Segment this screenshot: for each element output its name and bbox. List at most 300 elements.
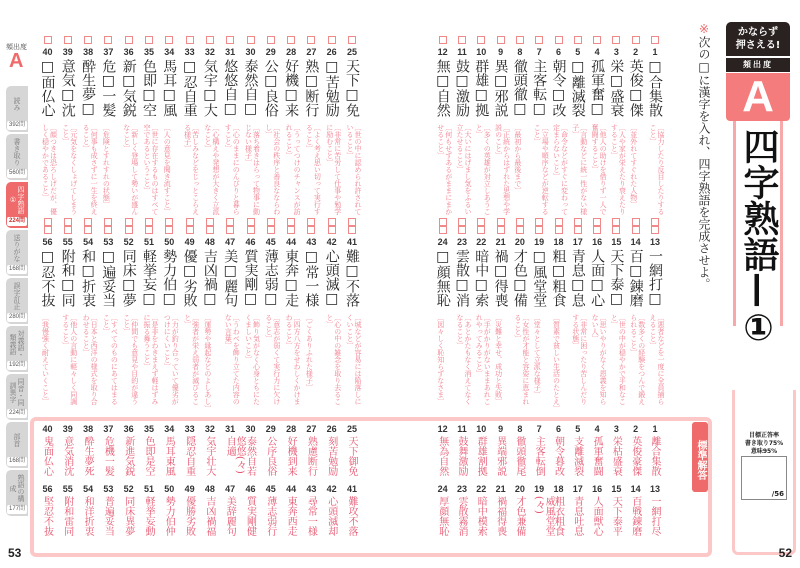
answer-text: 酔生夢死 bbox=[82, 436, 94, 476]
question-item bbox=[261, 36, 281, 221]
question-text: □風堂堂 bbox=[531, 249, 548, 307]
answer-text: 鼓舞激励 bbox=[456, 436, 467, 476]
question-item bbox=[38, 226, 58, 411]
sidebar-tab[interactable] bbox=[6, 374, 28, 420]
question-checkbox[interactable] bbox=[165, 226, 173, 234]
answer-text: 青息吐息 bbox=[571, 496, 583, 536]
question-number: 36 bbox=[123, 47, 134, 57]
question-hint: 〔あとかたもなく消えてなくなること〕 bbox=[456, 314, 472, 405]
answer-text: 威風堂堂(々) bbox=[533, 496, 555, 536]
question-text: 一網打□ bbox=[647, 249, 663, 307]
question-checkbox[interactable] bbox=[574, 36, 582, 44]
question-checkbox-bottom[interactable] bbox=[535, 218, 543, 226]
question-checkbox[interactable] bbox=[226, 36, 234, 44]
page-title-part: ① bbox=[738, 308, 779, 349]
question-checkbox-bottom[interactable] bbox=[348, 218, 356, 226]
question-item bbox=[342, 36, 362, 221]
sidebar-tab-label: 誤字訂正 bbox=[13, 282, 21, 310]
question-checkbox[interactable] bbox=[651, 36, 659, 44]
answer-number: 45 bbox=[265, 484, 276, 494]
question-hint: 〔言動などに統一性がない様子〕 bbox=[571, 124, 588, 215]
answer-text: 薄志弱行 bbox=[264, 496, 276, 536]
question-checkbox[interactable] bbox=[458, 36, 466, 44]
question-item bbox=[159, 226, 179, 411]
instruction bbox=[696, 22, 712, 290]
question-checkbox-bottom[interactable] bbox=[516, 218, 524, 226]
question-number: 16 bbox=[592, 237, 603, 247]
question-checkbox[interactable] bbox=[44, 226, 52, 234]
question-checkbox[interactable] bbox=[348, 36, 356, 44]
question-number: 18 bbox=[553, 237, 564, 247]
answer-text: 和洋折衷 bbox=[82, 496, 94, 536]
answer-number: 2 bbox=[633, 424, 639, 434]
sidebar-frequency-label: 頻出度 bbox=[6, 43, 27, 51]
sidebar-tab[interactable] bbox=[6, 470, 28, 516]
question-checkbox[interactable] bbox=[64, 226, 72, 234]
question-checkbox[interactable] bbox=[632, 226, 640, 234]
question-checkbox[interactable] bbox=[186, 226, 194, 234]
question-item bbox=[529, 226, 549, 411]
question-checkbox[interactable] bbox=[612, 226, 620, 234]
question-checkbox-bottom[interactable] bbox=[165, 218, 173, 226]
answer-text: 泰然自若 bbox=[244, 436, 256, 476]
question-text: □面仏心 bbox=[39, 59, 56, 117]
answer-number: 54 bbox=[83, 484, 94, 494]
question-text: 暗中□索 bbox=[473, 249, 490, 307]
question-checkbox[interactable] bbox=[574, 226, 582, 234]
question-hint: 〔落ち着きはらって物事に動じない様子〕 bbox=[244, 124, 261, 215]
answer-number: 15 bbox=[611, 484, 622, 494]
question-hint: 〔大いにはげまし気をふるい立たせること〕 bbox=[456, 124, 472, 215]
question-hint: 〔悪者などを一度に全員捕らえること〕 bbox=[649, 314, 665, 405]
sidebar-tab[interactable] bbox=[6, 230, 28, 276]
page-number-left: 53 bbox=[8, 546, 22, 560]
answer-text: 無為自然 bbox=[436, 436, 448, 476]
question-number: 48 bbox=[204, 237, 215, 247]
question-checkbox[interactable] bbox=[145, 226, 153, 234]
question-hint: 〔人や家が栄えたり衰えたりすること〕 bbox=[610, 124, 627, 215]
question-checkbox[interactable] bbox=[287, 226, 295, 234]
answer-number: 27 bbox=[306, 424, 317, 434]
answer-number: 49 bbox=[184, 484, 195, 494]
question-checkbox-bottom[interactable] bbox=[574, 218, 582, 226]
sidebar-tab[interactable] bbox=[6, 86, 28, 132]
question-text: 禍□得喪 bbox=[492, 249, 509, 307]
question-checkbox-bottom[interactable] bbox=[307, 218, 315, 226]
answer-number: 37 bbox=[103, 424, 114, 434]
question-checkbox[interactable] bbox=[632, 36, 640, 44]
question-number: 53 bbox=[103, 237, 114, 247]
question-number: 7 bbox=[536, 47, 542, 57]
answer-number: 36 bbox=[123, 424, 134, 434]
question-number: 39 bbox=[62, 47, 73, 57]
sidebar-tab[interactable] bbox=[6, 326, 28, 372]
answer-text: 質実剛健 bbox=[244, 496, 256, 536]
answer-text: 禍福得喪 bbox=[494, 496, 506, 536]
question-checkbox-bottom[interactable] bbox=[651, 218, 659, 226]
question-text: 質実剛□ bbox=[242, 249, 259, 307]
question-checkbox-bottom[interactable] bbox=[84, 218, 92, 226]
question-item bbox=[606, 36, 626, 221]
question-item bbox=[510, 36, 530, 221]
question-number: 34 bbox=[164, 47, 175, 57]
question-item bbox=[281, 226, 301, 411]
question-checkbox-bottom[interactable] bbox=[247, 218, 255, 226]
answer-text: 人面獣心 bbox=[591, 496, 603, 536]
question-checkbox[interactable] bbox=[125, 36, 133, 44]
question-item bbox=[549, 226, 569, 411]
question-checkbox-bottom[interactable] bbox=[632, 218, 640, 226]
question-text: 酔生夢□ bbox=[80, 59, 97, 117]
answer-text: 普遍妥当 bbox=[102, 496, 114, 536]
question-checkbox-bottom[interactable] bbox=[104, 218, 112, 226]
answer-text: 心頭滅却 bbox=[325, 496, 337, 536]
answer-number: 25 bbox=[346, 424, 357, 434]
question-checkbox-bottom[interactable] bbox=[477, 218, 485, 226]
question-text: 孤軍奮□ bbox=[589, 59, 606, 117]
question-checkbox-bottom[interactable] bbox=[206, 218, 214, 226]
question-text: 英俊□傑 bbox=[627, 59, 644, 117]
question-number: 31 bbox=[225, 47, 236, 57]
question-checkbox-bottom[interactable] bbox=[612, 218, 620, 226]
sidebar-tab-count: 168問 bbox=[8, 266, 25, 272]
page-number-right: 52 bbox=[778, 546, 792, 560]
question-checkbox-bottom[interactable] bbox=[64, 218, 72, 226]
question-item bbox=[491, 36, 511, 221]
question-checkbox-bottom[interactable] bbox=[145, 218, 153, 226]
question-hint: 〔非常に困ったり苦しんだりする状態〕 bbox=[571, 314, 588, 405]
question-hint: 〔心のままにのんびりと暮らすこと〕 bbox=[224, 124, 241, 215]
question-hint: 〔よく考え思い切って実行すること〕 bbox=[305, 124, 322, 215]
question-number: 12 bbox=[437, 47, 448, 57]
question-checkbox[interactable] bbox=[651, 226, 659, 234]
answer-text: 気宇壮大 bbox=[203, 436, 215, 476]
question-number: 25 bbox=[346, 47, 357, 57]
question-checkbox[interactable] bbox=[287, 36, 295, 44]
question-text: □常一様 bbox=[303, 249, 320, 307]
sidebar-tab-count: 168問 bbox=[8, 458, 25, 464]
question-text: 薄志弱□ bbox=[262, 249, 279, 307]
question-checkbox[interactable] bbox=[497, 36, 505, 44]
score-total: /56 bbox=[771, 490, 784, 498]
question-number: 49 bbox=[184, 237, 195, 247]
sidebar-tab-count: 177問 bbox=[8, 506, 25, 512]
question-hint: 〔堂々として立派な様子〕 bbox=[533, 314, 542, 398]
question-checkbox-bottom[interactable] bbox=[44, 218, 52, 226]
answer-number: 8 bbox=[517, 424, 523, 434]
answer-text: 一網打尽 bbox=[649, 496, 660, 536]
answer-number: 32 bbox=[204, 424, 215, 434]
badge-line2: 押さえる! bbox=[735, 40, 781, 51]
question-text: 栄□盛衰 bbox=[608, 59, 625, 117]
question-number: 4 bbox=[594, 47, 600, 57]
answer-text: 熟慮断行 bbox=[305, 436, 317, 476]
question-checkbox-bottom[interactable] bbox=[186, 218, 194, 226]
question-checkbox-bottom[interactable] bbox=[226, 218, 234, 226]
answer-number: 23 bbox=[456, 484, 467, 494]
answer-text: 孤軍奮闘 bbox=[591, 436, 603, 476]
question-hint: 〔質素で貧しい生活のたとえ〕 bbox=[552, 314, 561, 412]
question-number: 29 bbox=[265, 47, 276, 57]
question-item bbox=[471, 226, 491, 411]
question-checkbox[interactable] bbox=[516, 36, 524, 44]
question-text: 勢力伯□ bbox=[161, 249, 178, 307]
score-field[interactable] bbox=[741, 456, 787, 500]
question-text: □合集散 bbox=[647, 59, 663, 117]
question-number: 14 bbox=[630, 237, 641, 247]
answer-text: 群雄割拠 bbox=[475, 436, 487, 476]
question-checkbox[interactable] bbox=[307, 36, 315, 44]
question-checkbox[interactable] bbox=[477, 226, 485, 234]
question-hint: 〔非常に苦労して仕事や勉学に励むこと〕 bbox=[325, 124, 342, 215]
question-hint: 〔すべてのものにあてはまること〕 bbox=[102, 314, 119, 405]
answer-number: 30 bbox=[245, 424, 256, 434]
question-text: 天下□免 bbox=[344, 59, 360, 117]
question-number: 1 bbox=[652, 47, 658, 57]
question-text: 東奔□走 bbox=[283, 249, 300, 307]
answer-text: 尋常一様 bbox=[305, 496, 317, 536]
answer-number: 12 bbox=[437, 424, 448, 434]
question-checkbox[interactable] bbox=[439, 226, 447, 234]
question-checkbox[interactable] bbox=[555, 226, 563, 234]
question-checkbox[interactable] bbox=[84, 226, 92, 234]
answer-text: 主客転倒 bbox=[533, 436, 545, 476]
question-text: 難□不落 bbox=[344, 249, 360, 307]
question-checkbox[interactable] bbox=[206, 36, 214, 44]
question-text: 優□劣敗 bbox=[181, 249, 198, 307]
question-checkbox[interactable] bbox=[267, 226, 275, 234]
question-number: 2 bbox=[633, 47, 639, 57]
question-number: 46 bbox=[245, 237, 256, 247]
question-item bbox=[626, 226, 646, 411]
question-checkbox[interactable] bbox=[125, 226, 133, 234]
answer-text: 美辞麗句 bbox=[224, 496, 236, 536]
title-dash: — bbox=[738, 272, 779, 308]
answer-number: 43 bbox=[306, 484, 317, 494]
question-checkbox[interactable] bbox=[104, 226, 112, 234]
question-hint: 〔新しく登場して勢いが盛んなこと〕 bbox=[122, 124, 139, 215]
question-number: 22 bbox=[476, 237, 487, 247]
question-item bbox=[98, 226, 118, 411]
question-hint: 〔元気をなくしょげてしまうこと〕 bbox=[61, 124, 78, 215]
question-hint: 〔城などが容易には陥落しにくいこと〕 bbox=[346, 314, 362, 405]
question-item bbox=[433, 36, 453, 221]
question-hint: 〔顔つきは恐ろしげだが、優しく穏やかであること〕 bbox=[41, 124, 58, 215]
question-hint: 〔災難と幸せ、成功と失敗〕 bbox=[494, 314, 503, 405]
question-text: 粗□粗食 bbox=[550, 249, 567, 307]
question-item bbox=[78, 226, 98, 411]
target-line1: 書き取り75% bbox=[744, 440, 784, 447]
answer-text: 英俊豪傑 bbox=[629, 436, 641, 476]
question-checkbox[interactable] bbox=[84, 36, 92, 44]
question-checkbox[interactable] bbox=[555, 36, 563, 44]
question-hint: 〔思いやりがなく恩義を知らない人〕 bbox=[591, 314, 608, 405]
answer-number: 50 bbox=[164, 484, 175, 494]
sidebar-tab-label: 四字熟語① bbox=[9, 186, 25, 214]
question-item bbox=[491, 226, 511, 411]
sidebar-tab-label: 書き取り bbox=[13, 138, 21, 166]
question-text: □苦勉励 bbox=[323, 59, 340, 117]
question-number: 35 bbox=[143, 47, 154, 57]
answer-text: 危機一髪 bbox=[102, 436, 114, 476]
question-checkbox[interactable] bbox=[44, 36, 52, 44]
sidebar-tab[interactable] bbox=[6, 182, 28, 228]
question-checkbox[interactable] bbox=[247, 226, 255, 234]
question-checkbox[interactable] bbox=[497, 226, 505, 234]
question-checkbox[interactable] bbox=[328, 36, 336, 44]
question-checkbox[interactable] bbox=[104, 36, 112, 44]
question-checkbox[interactable] bbox=[535, 36, 543, 44]
answer-text: 才色兼備 bbox=[513, 496, 525, 536]
question-checkbox[interactable] bbox=[439, 36, 447, 44]
question-hint: 〔最初から最後まで〕 bbox=[513, 124, 522, 194]
answer-text: 色即是空 bbox=[143, 436, 154, 476]
answer-text: 好機到来 bbox=[285, 436, 297, 476]
answer-number: 5 bbox=[575, 424, 581, 434]
answer-number: 6 bbox=[555, 424, 561, 434]
question-text: 公□良俗 bbox=[262, 59, 279, 117]
question-number: 33 bbox=[184, 47, 195, 57]
sidebar-tab[interactable] bbox=[6, 134, 28, 180]
question-checkbox[interactable] bbox=[593, 226, 601, 234]
question-hint: 〔四方八方をせわしくかけまわること〕 bbox=[285, 314, 302, 405]
answer-number: 51 bbox=[143, 484, 154, 494]
question-checkbox[interactable] bbox=[307, 226, 315, 234]
question-checkbox[interactable] bbox=[247, 36, 255, 44]
question-number: 32 bbox=[204, 47, 215, 57]
question-checkbox-bottom[interactable] bbox=[125, 218, 133, 226]
question-text: 軽挙妄□ bbox=[141, 249, 157, 307]
question-text: 悠悠自□ bbox=[222, 59, 239, 117]
question-item bbox=[119, 36, 139, 221]
question-item bbox=[471, 36, 491, 221]
page-title bbox=[738, 128, 778, 349]
question-number: 37 bbox=[103, 47, 114, 57]
question-number: 51 bbox=[143, 237, 154, 247]
question-checkbox[interactable] bbox=[458, 226, 466, 234]
answer-number: 9 bbox=[498, 424, 504, 434]
answer-number: 21 bbox=[495, 484, 506, 494]
question-checkbox-bottom[interactable] bbox=[328, 218, 336, 226]
question-checkbox[interactable] bbox=[165, 36, 173, 44]
question-number: 27 bbox=[306, 47, 317, 57]
answer-number: 11 bbox=[457, 424, 467, 434]
question-number: 10 bbox=[476, 47, 487, 57]
sidebar-tab-count: 192問 bbox=[8, 362, 25, 368]
question-checkbox[interactable] bbox=[612, 36, 620, 44]
question-checkbox[interactable] bbox=[516, 226, 524, 234]
question-checkbox[interactable] bbox=[226, 226, 234, 234]
question-checkbox[interactable] bbox=[64, 36, 72, 44]
question-text: 百□錬磨 bbox=[627, 249, 644, 307]
question-checkbox-bottom[interactable] bbox=[555, 218, 563, 226]
question-checkbox[interactable] bbox=[535, 226, 543, 234]
answer-number: 17 bbox=[572, 484, 583, 494]
answer-number: 1 bbox=[652, 424, 658, 434]
answer-number: 56 bbox=[42, 484, 53, 494]
answer-text: 徹頭徹尾 bbox=[513, 436, 525, 476]
question-text: 吉凶禍□ bbox=[201, 249, 218, 307]
question-hint: 〔立場や順序などが逆転すること〕 bbox=[533, 124, 550, 215]
question-hint: 〔意志が弱くて実行力に欠けること〕 bbox=[264, 314, 281, 405]
answer-number: 46 bbox=[245, 484, 256, 494]
sidebar-tab-label: 部首 bbox=[13, 433, 21, 447]
answer-text: 雲散霧消 bbox=[456, 496, 467, 536]
question-checkbox-bottom[interactable] bbox=[439, 218, 447, 226]
question-number: 54 bbox=[83, 237, 94, 247]
answer-text: 悠悠(々)自適 bbox=[224, 436, 246, 474]
answer-number: 14 bbox=[630, 484, 641, 494]
question-item bbox=[452, 226, 472, 411]
question-hint: 〔心の中の雑念を取り去ること〕 bbox=[325, 314, 342, 405]
question-text: 美□麗句 bbox=[222, 249, 239, 307]
answer-text: 支離滅裂 bbox=[571, 436, 583, 476]
question-item bbox=[568, 36, 588, 221]
answer-number: 31 bbox=[225, 424, 236, 434]
question-item bbox=[200, 226, 220, 411]
question-checkbox[interactable] bbox=[593, 36, 601, 44]
question-checkbox-bottom[interactable] bbox=[497, 218, 505, 226]
question-checkbox[interactable] bbox=[186, 36, 194, 44]
question-text: 馬耳□風 bbox=[161, 59, 178, 117]
question-number: 50 bbox=[164, 237, 175, 247]
question-checkbox-bottom[interactable] bbox=[287, 218, 295, 226]
question-text: 朝令□改 bbox=[550, 59, 567, 117]
question-item bbox=[58, 36, 78, 221]
question-item bbox=[241, 226, 261, 411]
question-number: 24 bbox=[437, 237, 448, 247]
question-item bbox=[180, 36, 200, 221]
question-hint: 〔多くの英雄が対立しあうこと〕 bbox=[475, 124, 492, 215]
question-item bbox=[568, 226, 588, 411]
answer-number: 20 bbox=[514, 484, 525, 494]
question-checkbox-bottom[interactable] bbox=[458, 218, 466, 226]
answer-text: 公序良俗 bbox=[264, 436, 276, 476]
question-checkbox[interactable] bbox=[206, 226, 214, 234]
question-checkbox[interactable] bbox=[348, 226, 356, 234]
question-text: 群雄□拠 bbox=[473, 59, 490, 117]
target-line2: 意味95% bbox=[750, 448, 778, 455]
question-hint: 〔他人の言動に軽々しく同調すること〕 bbox=[61, 314, 78, 405]
question-text: 人面□心 bbox=[589, 249, 606, 307]
question-hint: 〔数多くの経験をつんで鍛えられること〕 bbox=[629, 314, 646, 405]
question-text: □離滅裂 bbox=[569, 59, 586, 117]
question-checkbox-bottom[interactable] bbox=[593, 218, 601, 226]
sidebar-tab[interactable] bbox=[6, 422, 28, 468]
question-text: 天下泰□ bbox=[608, 249, 625, 307]
question-item bbox=[139, 226, 159, 411]
question-hint: 〔協力したり反目したりすること〕 bbox=[649, 124, 665, 215]
question-item bbox=[645, 226, 665, 411]
question-text: 無□自然 bbox=[434, 59, 451, 117]
question-text: 雲散□消 bbox=[454, 249, 470, 307]
question-checkbox-bottom[interactable] bbox=[267, 218, 275, 226]
question-checkbox[interactable] bbox=[328, 226, 336, 234]
question-hint: 〔うわべを飾り立てた内容のない言葉〕 bbox=[224, 314, 241, 405]
question-hint: 〔他人の助けを借りず一人で奮闘すること〕 bbox=[591, 124, 608, 215]
question-number: 8 bbox=[517, 47, 523, 57]
question-number: 44 bbox=[286, 237, 297, 247]
question-item bbox=[322, 36, 342, 221]
question-item bbox=[645, 36, 665, 221]
sidebar-tab[interactable] bbox=[6, 278, 28, 324]
question-checkbox[interactable] bbox=[267, 36, 275, 44]
question-checkbox[interactable] bbox=[145, 36, 153, 44]
target-title: 目標正答率 bbox=[748, 432, 779, 439]
question-text: 附和□同 bbox=[59, 249, 76, 307]
question-checkbox[interactable] bbox=[477, 36, 485, 44]
question-number: 11 bbox=[457, 47, 467, 57]
